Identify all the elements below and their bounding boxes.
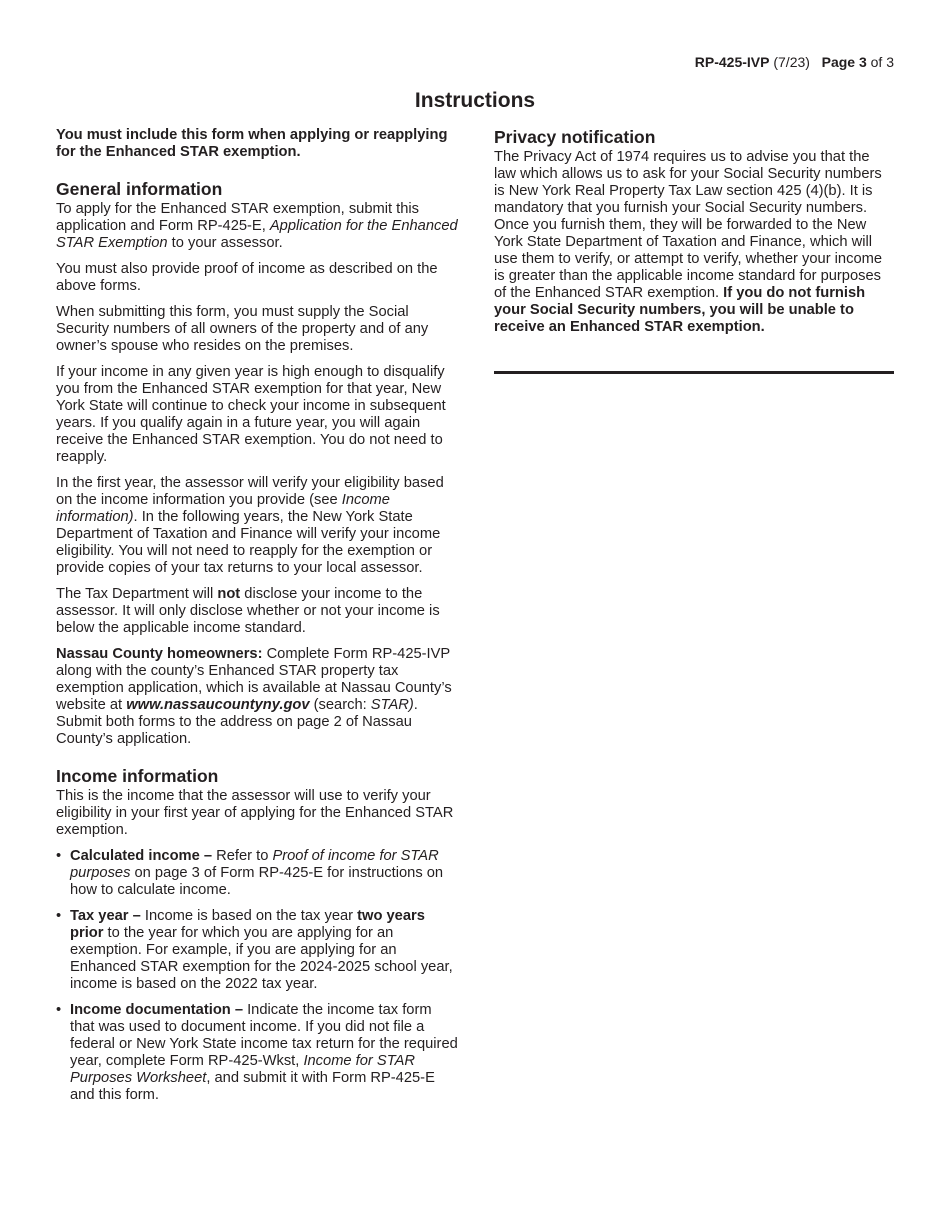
list-item: • Income documentation – Indicate the income tax form that was used to document income. If you did not file a federal or New York State income tax return for the required year, complete Form RP-425-Wkst, Income for STAR Purposes Worksheet, and submit it with Form RP-425-E and this form. [56, 1002, 458, 1103]
general-paragraph-2: You must also provide proof of income as described on the above forms. [56, 261, 438, 294]
page-title: Instructions [414, 89, 536, 112]
page-number: Page 3 [821, 54, 867, 70]
page-count: of 3 [870, 54, 894, 70]
general-information-heading: General information [56, 179, 223, 199]
nassau-website-link[interactable]: www.nassaucountyny.gov [126, 697, 310, 713]
left-column [56, 127, 460, 1113]
list-item: • Tax year – Income is based on the tax year two years prior to the year for which you are applying for an exemption. For example, if you are applying for an Enhanced STAR exemption for the 2024-2025 school year, income is based on the 2022 tax year. [56, 908, 453, 992]
general-paragraph-4: If your income in any given year is high enough to disqualify you from the Enhanced STAR exemption for that year, New York State will continue to check your income in subsequent years. If you qualify again in a future year, you will again receive the Enhanced STAR exemption. You do not need to reapply. [56, 364, 446, 465]
form-id: RP-425-IVP [694, 54, 770, 70]
income-information-heading: Income information [56, 766, 219, 786]
list-item: • Calculated income – Refer to Proof of income for STAR purposes on page 3 of Form RP-425-E for instructions on how to calculate income. [56, 848, 444, 898]
section-divider [494, 371, 894, 374]
privacy-paragraph: The Privacy Act of 1974 requires us to advise you that the law which allows us to ask for your Social Security numbers is New York Real Property Tax Law section 425 (4)(b). It is mandatory that you furnish your Social Security numbers. Once you furnish them, they will be forwarded to the New York State Department of Taxation and Finance, which will use them to verify, or attempt to verify, whether your income is greater than the applicable income standard for purposes of the Enhanced STAR exemption. If you do not furnish your Social Security numbers, you will be unable to receive an Enhanced STAR exemption. [494, 149, 883, 335]
bullet-icon: • [56, 1002, 62, 1018]
income-intro: This is the income that the assessor will use to verify your eligibility in your first year of applying for the Enhanced STAR exemption. [56, 788, 454, 838]
intro-note: You must include this form when applying or reapplying for the Enhanced STAR exemption. [56, 127, 448, 160]
general-paragraph-3: When submitting this form, you must supply the Social Security numbers of all owners of the property and of any owner’s spouse who resides on the premises. [56, 304, 429, 354]
general-paragraph-5: In the first year, the assessor will verify your eligibility based on the income information you provide (see Income information). In the following years, the New York State Department of Taxation and Finance will verify your income eligibility. You will not need to reapply for the exemption or provide copies of your tax returns to your local assessor. [56, 475, 444, 576]
right-column [494, 127, 894, 374]
general-paragraph-1: To apply for the Enhanced STAR exemption, submit this application and Form RP-425-E, Application for the Enhanced STAR Exemption to your assessor. [56, 201, 458, 251]
bullet-icon: • [56, 908, 62, 924]
nassau-county-paragraph: Nassau County homeowners: Complete Form RP-425-IVP along with the county’s Enhanced STAR property tax exemption application, which is available at Nassau County’s website at www.nassaucountyny.gov (search: STAR). Submit both forms to the address on page 2 of Nassau County’s application. [56, 646, 452, 747]
income-bullet-list [56, 848, 460, 1104]
form-date: (7/23) [773, 54, 810, 70]
privacy-notification-heading: Privacy notification [494, 127, 656, 147]
bullet-icon: • [56, 848, 62, 864]
general-paragraph-6: The Tax Department will not disclose your income to the assessor. It will only disclose whether or not your income is below the applicable income standard. [56, 586, 440, 636]
page-header [695, 54, 894, 71]
